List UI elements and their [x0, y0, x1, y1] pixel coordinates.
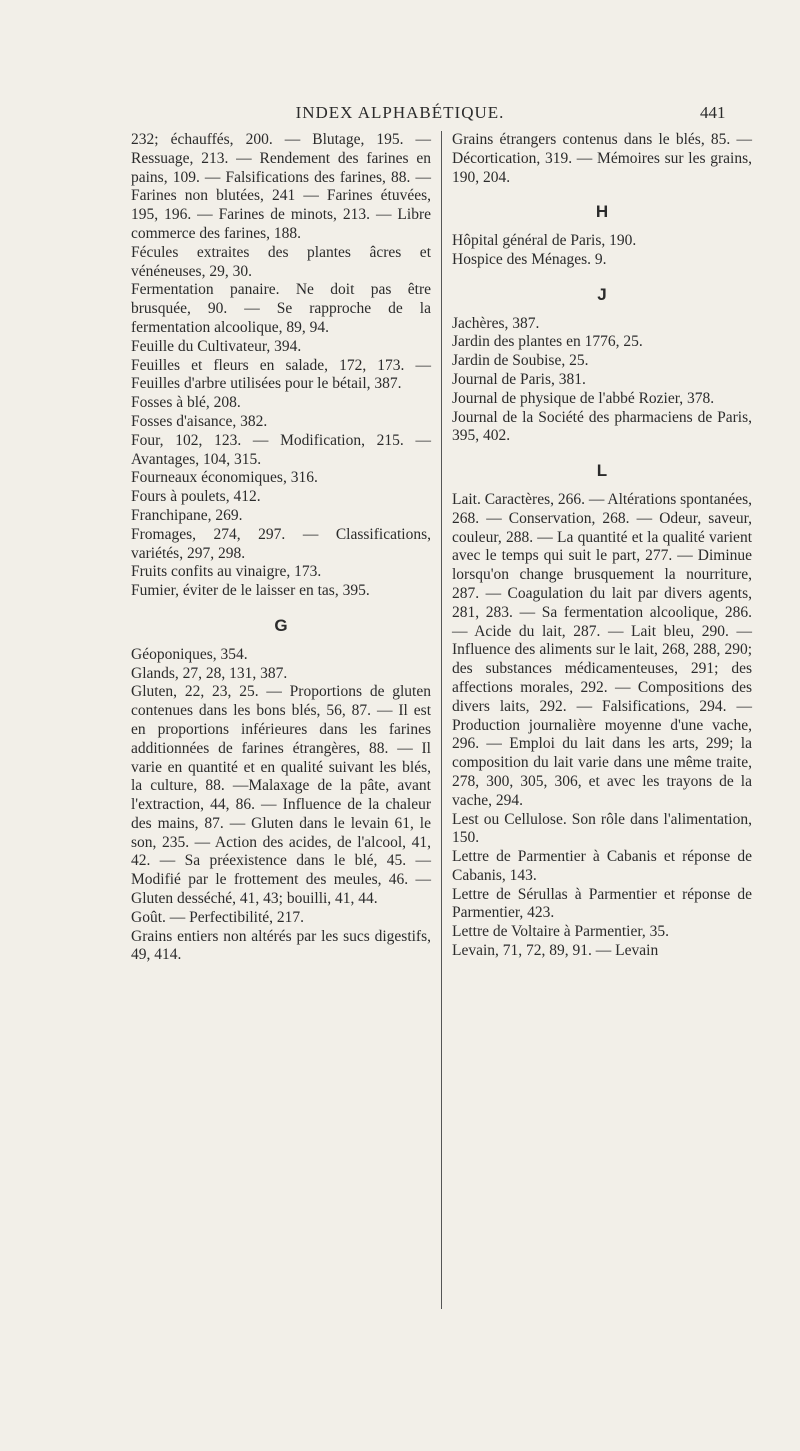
- entry-group-g-cont: [452, 131, 752, 187]
- index-entry: Journal de la Société des pharmaciens de Paris, 395, 402.: [452, 408, 752, 445]
- section-letter-j: J: [597, 284, 607, 304]
- index-entry: Jachères, 387.: [452, 314, 540, 332]
- index-entry: 232; échauffés, 200. — Blutage, 195. — Ressuage, 213. — Rendement des farines en pains, 109. — Falsifications des farines, 88. — Farines non blutées, 241 — Farines étuvées, 195, 196. — Farines de minots, 213. — Libre commerce des farines, 188.: [131, 131, 431, 242]
- index-entry: Lest ou Cellulose. Son rôle dans l'alimentation, 150.: [452, 810, 752, 847]
- index-entry: Fosses d'aisance, 382.: [131, 412, 268, 430]
- index-entry: Journal de physique de l'abbé Rozier, 378.: [452, 389, 715, 407]
- section-letter-l: L: [596, 461, 608, 481]
- page-header-title: INDEX ALPHABÉTIQUE.: [295, 103, 505, 122]
- index-entry: Lettre de Sérullas à Parmentier et réponse de Parmentier, 423.: [452, 885, 752, 922]
- index-entry: Glands, 27, 28, 131, 387.: [131, 664, 288, 682]
- index-entry: Fumier, éviter de le laisser en tas, 395.: [131, 582, 370, 600]
- index-entry: Grains entiers non altérés par les sucs digestifs, 49, 414.: [131, 927, 431, 964]
- index-entry: Fosses à blé, 208.: [131, 394, 241, 412]
- entry-group-j: [452, 315, 752, 447]
- entry-group-g: [131, 646, 431, 966]
- index-entry: Géoponiques, 354.: [131, 645, 248, 663]
- column-divider: [441, 131, 442, 1309]
- index-column-left: [131, 131, 431, 965]
- index-entry: Journal de Paris, 381.: [452, 370, 586, 388]
- index-entry: Jardin des plantes en 1776, 25.: [452, 333, 643, 351]
- page-number: 441: [700, 103, 726, 122]
- index-entry: Hôpital général de Paris, 190.: [452, 232, 637, 250]
- entry-group-l: [452, 491, 752, 961]
- index-entry: Feuilles et fleurs en salade, 172, 173. — Feuilles d'arbre utilisées pour le bétail, 387.: [131, 356, 431, 393]
- section-letter-g: G: [274, 615, 288, 635]
- index-entry: Franchipane, 269.: [131, 506, 243, 524]
- index-entry: Four, 102, 123. — Modification, 215. — Avantages, 104, 315.: [131, 431, 431, 468]
- entry-group-f: [131, 131, 431, 601]
- entry-group-h: [452, 232, 752, 270]
- index-entry: Fruits confits au vinaigre, 173.: [131, 563, 322, 581]
- index-column-right: [452, 131, 752, 961]
- index-entry: Fourneaux économiques, 316.: [131, 469, 318, 487]
- index-entry: Goût. — Perfectibilité, 217.: [131, 908, 305, 926]
- index-entry: Grains étrangers contenus dans le blés, 85. — Décortication, 319. — Mémoires sur les grains, 190, 204.: [452, 131, 752, 186]
- index-entry: Jardin de Soubise, 25.: [452, 352, 589, 370]
- index-entry: Gluten, 22, 23, 25. — Proportions de gluten contenues dans les bons blés, 56, 87. — Il est en proportions inférieures dans les farines additionnées de farines étrangères, 88. — Il varie en quantité et en qualité suivant les blés, la culture, 88. —Malaxage de la pâte, avant l'extraction, 44, 86. — Influence de la chaleur des mains, 87. — Gluten dans le levain 61, le son, 235. — Action des acides, de l'alcool, 41, 42. — Sa préexistence dans le blé, 45. — Modifié par le frottement des meules, 46. — Gluten desséché, 41, 43; bouilli, 41, 44.: [131, 683, 431, 908]
- section-letter-h: H: [595, 202, 609, 222]
- index-entry: Lettre de Parmentier à Cabanis et réponse de Cabanis, 143.: [452, 848, 752, 884]
- index-entry: Fromages, 274, 297. — Classifications, variétés, 297, 298.: [131, 525, 431, 562]
- index-entry: Fermentation panaire. Ne doit pas être brusquée, 90. — Se rapproche de la fermentation alcoolique, 89, 94.: [131, 281, 431, 336]
- index-entry: Feuille du Cultivateur, 394.: [131, 337, 302, 355]
- index-entry: Levain, 71, 72, 89, 91. — Levain: [452, 942, 659, 960]
- index-entry: Fours à poulets, 412.: [131, 488, 261, 506]
- index-entry: Lettre de Voltaire à Parmentier, 35.: [452, 923, 670, 941]
- index-entry: Lait. Caractères, 266. — Altérations spontanées, 268. — Conservation, 268. — Odeur, saveur, couleur, 288. — La quantité et la qualité varient avec le temps qui suit le part, 277. — Diminue lorsqu'on change brusquement la nourriture, 287. — Coagulation du lait par divers agents, 281, 283. — Sa fermentation alcoolique, 286. — Acide du lait, 287. — Lait bleu, 290. — Influence des aliments sur le lait, 268, 288, 290; des substances médicamenteuses, 291; des affections morales, 292. — Compositions des divers laits, 292. — Falsifications, 294. — Production journalière moyenne d'une vache, 296. — Emploi du lait dans les arts, 299; la composition du lait varie dans une même traite, 278, 300, 305, 306, et avec les trayons de la vache, 294.: [452, 490, 753, 809]
- index-entry: Fécules extraites des plantes âcres et vénéneuses, 29, 30.: [131, 243, 431, 280]
- index-entry: Hospice des Ménages. 9.: [452, 250, 607, 268]
